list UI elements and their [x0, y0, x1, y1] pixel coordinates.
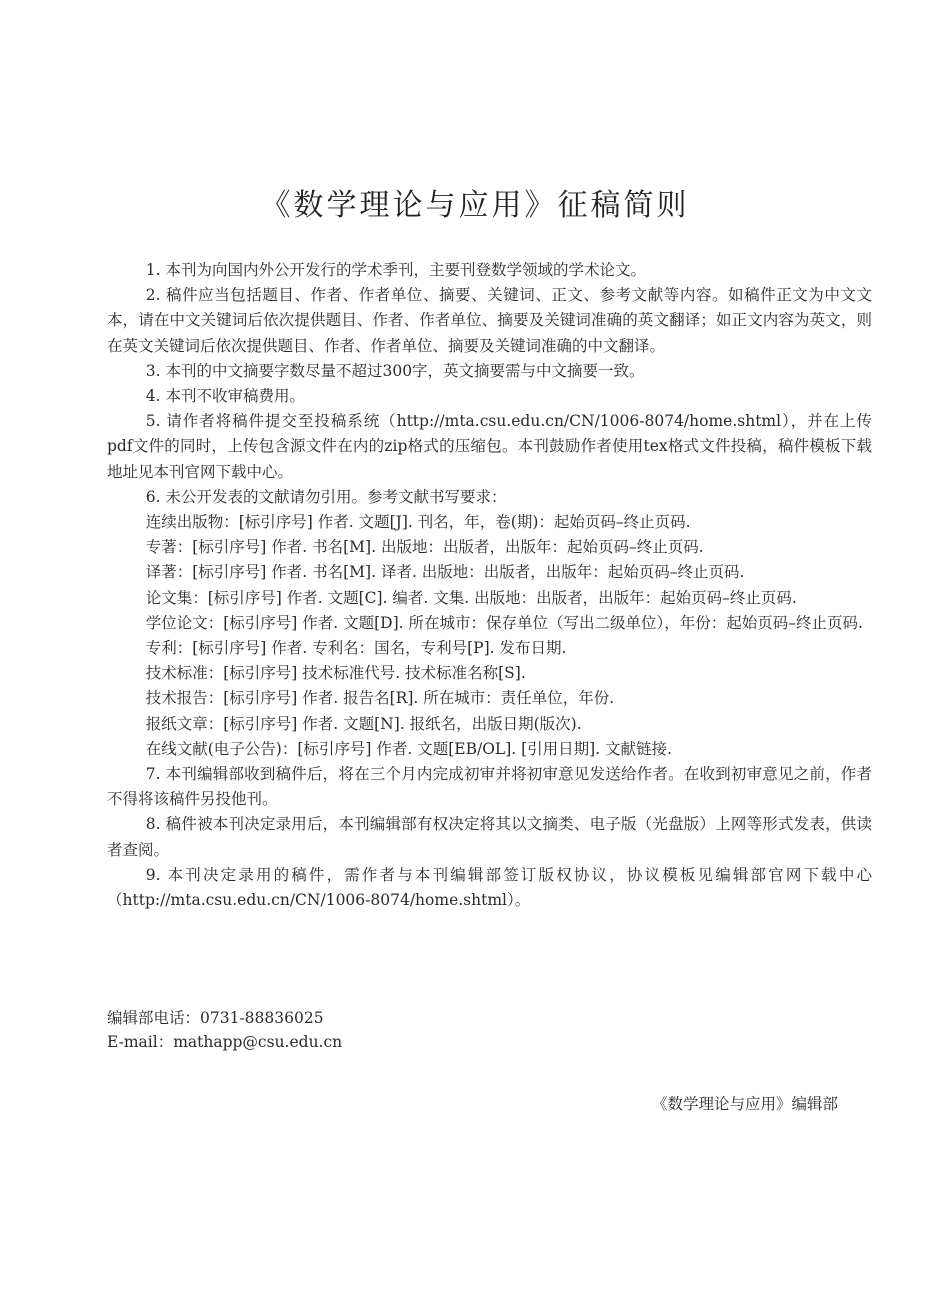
contact-info [107, 1006, 342, 1054]
reference-format-patent: 专利：[标引序号] 作者. 专利名：国名，专利号[P]. 发布日期. [145, 639, 567, 658]
guideline-item-2: 2. 稿件应当包括题目、作者、作者单位、摘要、关键词、正文、参考文献等内容。如稿件正文为中文文本，请在中文关键词后依次提供题目、作者、作者单位、摘要及关键词准确的英文翻译；如正文内容为英文，则在英文关键词后依次提供题目、作者、作者单位、摘要及关键词准确的中文翻译。 [107, 286, 872, 355]
contact-email: E-mail：mathapp@csu.edu.cn [107, 1033, 343, 1051]
contact-phone: 编辑部电话：0731-88836025 [107, 1009, 324, 1027]
guideline-item-4: 4. 本刊不收审稿费用。 [145, 387, 305, 406]
editorial-signature: 《数学理论与应用》编辑部 [651, 1095, 838, 1113]
page-title: 《数学理论与应用》征稿简则 [260, 188, 690, 223]
guidelines-body [107, 258, 872, 913]
guideline-item-6: 6. 未公开发表的文献请勿引用。参考文献书写要求： [145, 487, 507, 506]
guideline-item-5: 5. 请作者将稿件提交至投稿系统（http://mta.csu.edu.cn/CN/1006-8074/home.shtml），并在上传pdf文件的同时，上传包含源文件在内的zip格式的压缩包。本刊鼓励作者使用tex格式文件投稿，稿件模板下载地址见本刊官网下载中心。 [107, 412, 872, 481]
reference-format-thesis: 学位论文：[标引序号] 作者. 文题[D]. 所在城市：保存单位（写出二级单位），年份：起始页码–终止页码. [145, 613, 863, 632]
guideline-item-8: 8. 稿件被本刊决定录用后，本刊编辑部有权决定将其以文摘类、电子版（光盘版）上网等形式发表，供读者查阅。 [107, 815, 872, 859]
reference-format-standard: 技术标准：[标引序号] 技术标准代号. 技术标准名称[S]. [145, 664, 526, 683]
reference-format-proceedings: 论文集：[标引序号] 作者. 文题[C]. 编者. 文集. 出版地：出版者，出版年：起始页码–终止页码. [145, 588, 797, 607]
guideline-item-3: 3. 本刊的中文摘要字数尽量不超过300字，英文摘要需与中文摘要一致。 [145, 361, 645, 380]
guideline-item-1: 1. 本刊为向国内外公开发行的学术季刊，主要刊登数学领域的学术论文。 [145, 261, 646, 279]
guideline-item-9: 9. 本刊决定录用的稿件，需作者与本刊编辑部签订版权协议，协议模板见编辑部官网下载中心（http://mta.csu.edu.cn/CN/1006-8074/home.shtml）。 [107, 865, 872, 910]
guideline-item-7: 7. 本刊编辑部收到稿件后，将在三个月内完成初审并将初审意见发送给作者。在收到初审意见之前，作者不得将该稿件另投他刊。 [107, 765, 872, 809]
reference-format-monograph: 专著：[标引序号] 作者. 书名[M]. 出版地：出版者，出版年：起始页码–终止页码. [145, 538, 704, 557]
reference-format-translation: 译著：[标引序号] 作者. 书名[M]. 译者. 出版地：出版者，出版年：起始页码–终止页码. [145, 563, 745, 582]
reference-format-newspaper: 报纸文章：[标引序号] 作者. 文题[N]. 报纸名，出版日期(版次). [145, 714, 582, 733]
reference-format-online: 在线文献(电子公告)：[标引序号] 作者. 文题[EB/OL]. [引用日期]. 文献链接. [145, 739, 672, 758]
reference-format-report: 技术报告：[标引序号] 作者. 报告名[R]. 所在城市：责任单位，年份. [145, 689, 615, 708]
reference-format-serial: 连续出版物：[标引序号] 作者. 文题[J]. 刊名，年，卷(期)：起始页码–终止页码. [145, 513, 691, 532]
